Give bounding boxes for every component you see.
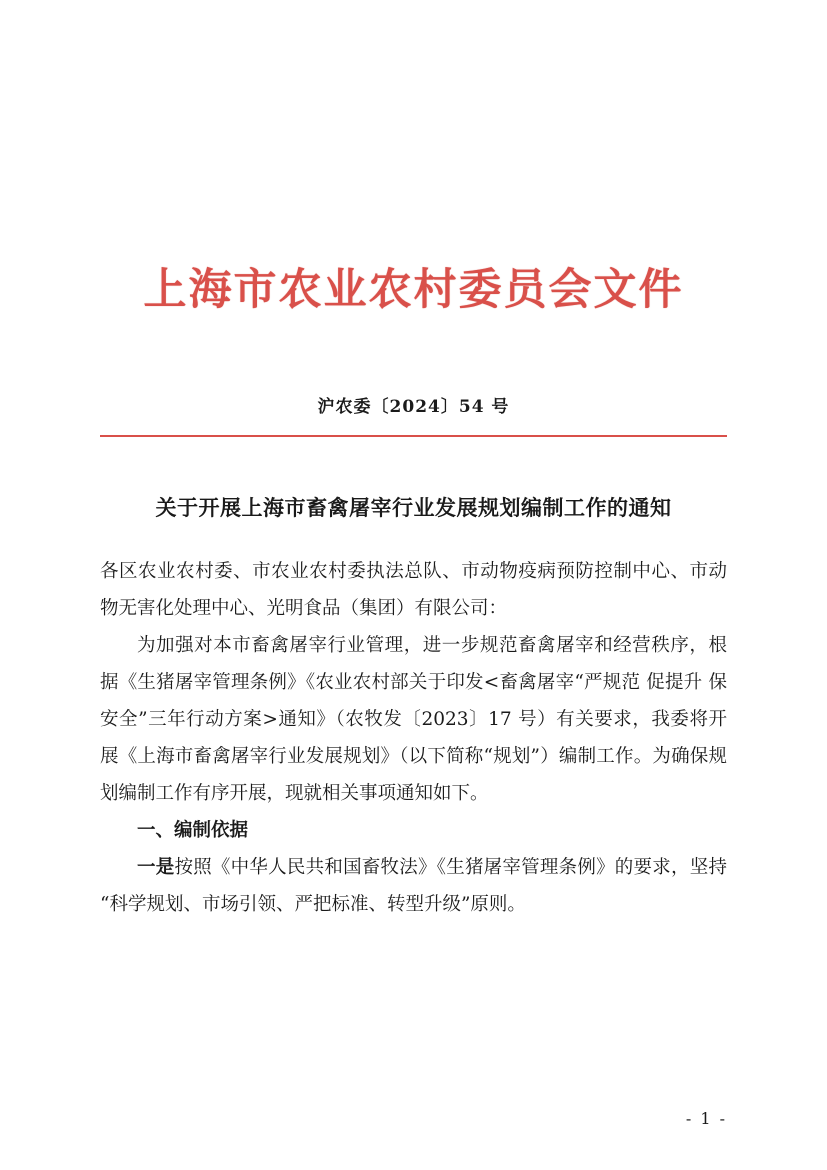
masthead-title: 上海市农业农村委员会文件 xyxy=(143,265,684,315)
section-heading-1: 一、编制依据 xyxy=(137,820,249,842)
body-paragraph-1: 为加强对本市畜禽屠宰行业管理，进一步规范畜禽屠宰和经营秩序，根据《生猪屠宰管理条例》《农业农村部关于印发<畜禽屠宰“严规范 促提升 保安全”三年行动方案>通知》（农牧发〔2023〕17 号）有关要求，我委将开展《上海市畜禽屠宰行业发展规划》（以下简称“规划”）编制工作。为确保规划编制工作有序开展，现就相关事项通知如下。 xyxy=(100,635,727,805)
document-number: 沪农委〔2024〕54 号 xyxy=(317,396,510,417)
red-divider-rule xyxy=(100,435,727,437)
document-body xyxy=(100,553,727,923)
section-1-body-text: 按照《中华人民共和国畜牧法》《生猪屠宰管理条例》的要求，坚持“科学规划、市场引领、严把标准、转型升级”原则。 xyxy=(100,857,727,916)
recipients-paragraph: 各区农业农村委、市农业农村委执法总队、市动物疫病预防控制中心、市动物无害化处理中心、光明食品（集团）有限公司： xyxy=(100,561,727,620)
page-title: 关于开展上海市畜禽屠宰行业发展规划编制工作的通知 xyxy=(155,494,672,520)
section-1-lead-in: 一是 xyxy=(137,857,175,879)
section-1-paragraph xyxy=(100,849,727,923)
page-number-footer: - 1 - xyxy=(685,1109,727,1128)
